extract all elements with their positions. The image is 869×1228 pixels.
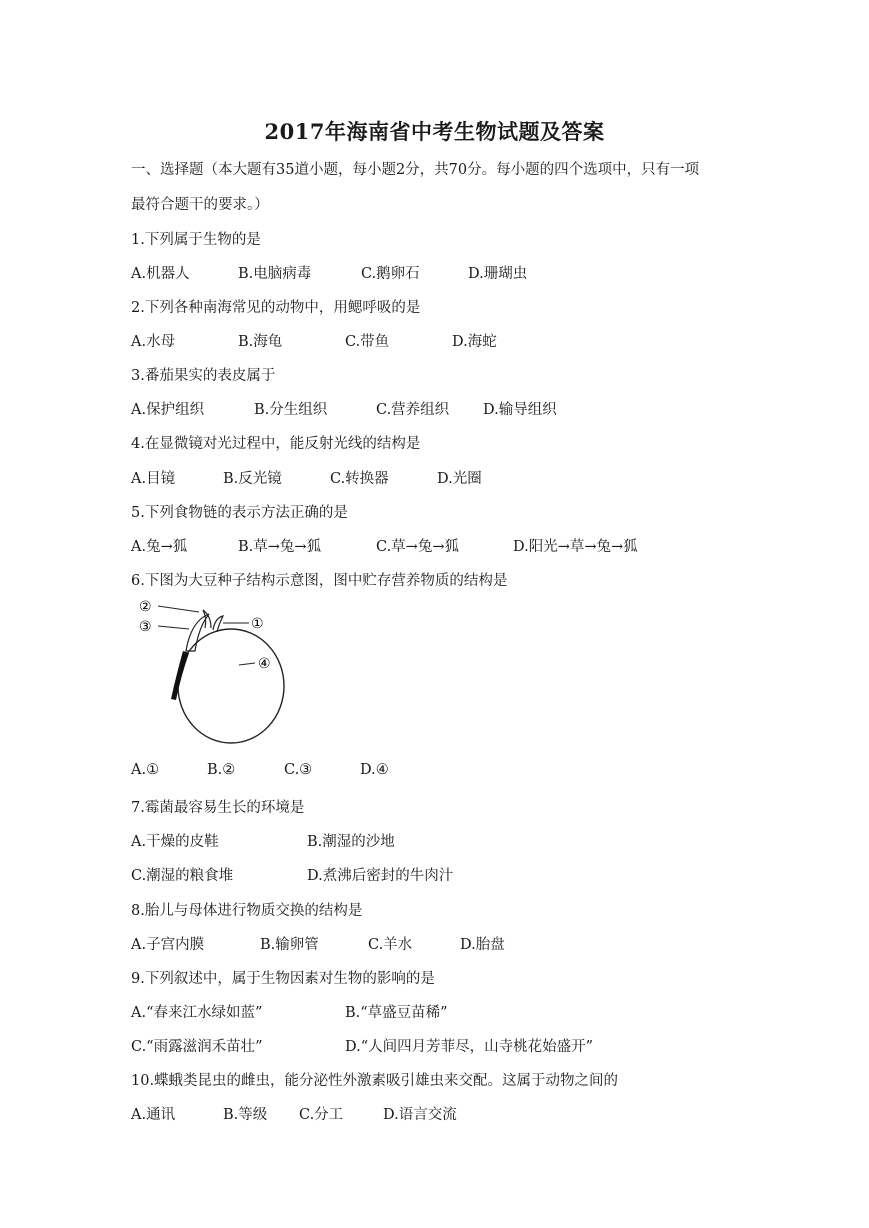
page-title: 2017年海南省中考生物试题及答案 <box>264 119 605 144</box>
question-6-stem: 6.下图为大豆种子结构示意图，图中贮存营养物质的结构是 <box>131 573 508 589</box>
question-6-option-c: C.③ <box>284 762 313 778</box>
question-1-option-a: A.机器人 <box>131 266 190 282</box>
question-10-option-a: A.通讯 <box>131 1107 176 1123</box>
question-10-option-c: C.分工 <box>299 1107 344 1123</box>
question-9-option-d: D.“人间四月芳菲尽，山寺桃花始盛开” <box>345 1039 594 1055</box>
label-1: ① <box>251 616 264 632</box>
question-3-option-c: C.营养组织 <box>376 402 450 418</box>
leader-2 <box>158 606 199 612</box>
leader-3 <box>158 626 189 629</box>
question-9-option-c: C.“雨露滋润禾苗壮” <box>131 1039 263 1055</box>
question-7-option-d: D.煮沸后密封的牛肉汁 <box>307 868 454 884</box>
question-9-stem: 9.下列叙述中，属于生物因素对生物的影响的是 <box>131 971 435 987</box>
question-7-stem: 7.霉菌最容易生长的环境是 <box>131 800 305 816</box>
question-5-option-c: C.草→兔→狐 <box>376 539 459 555</box>
question-3-stem: 3.番茄果实的表皮属于 <box>131 368 276 384</box>
question-1-option-d: D.珊瑚虫 <box>468 266 528 282</box>
question-1-option-c: C.鹅卵石 <box>361 266 420 282</box>
question-6-option-b: B.② <box>207 762 236 778</box>
question-5-stem: 5.下列食物链的表示方法正确的是 <box>131 505 348 521</box>
question-7-option-a: A.干燥的皮鞋 <box>131 834 219 850</box>
question-2-option-b: B.海龟 <box>238 334 283 350</box>
leader-4 <box>239 663 255 665</box>
question-1-option-b: B.电脑病毒 <box>238 266 312 282</box>
question-3-option-d: D.输导组织 <box>483 402 557 418</box>
question-6-option-a: A.① <box>131 762 160 778</box>
question-10-option-b: B.等级 <box>223 1107 268 1123</box>
question-2-stem: 2.下列各种南海常见的动物中，用鳃呼吸的是 <box>131 300 421 316</box>
question-7-option-c: C.潮湿的粮食堆 <box>131 868 234 884</box>
question-6-option-d: D.④ <box>360 762 389 778</box>
question-9-option-b: B.“草盛豆苗稀” <box>345 1005 448 1021</box>
question-10-option-d: D.语言交流 <box>383 1107 457 1123</box>
question-8-stem: 8.胎儿与母体进行物质交换的结构是 <box>131 903 363 919</box>
question-9-option-a: A.“春来江水绿如蓝” <box>131 1005 263 1021</box>
label-2: ② <box>139 599 152 615</box>
plumule-left <box>203 610 211 628</box>
question-8-option-c: C.羊水 <box>368 937 413 953</box>
question-1-stem: 1.下列属于生物的是 <box>131 232 261 248</box>
question-4-option-d: D.光圈 <box>437 471 482 487</box>
question-4-option-a: A.目镜 <box>131 471 176 487</box>
seed-outline <box>178 629 284 743</box>
question-10-stem: 10.蝶蛾类昆虫的雌虫，能分泌性外激素吸引雄虫来交配。这属于动物之间的 <box>131 1073 619 1089</box>
question-8-option-d: D.胎盘 <box>460 937 505 953</box>
label-3: ③ <box>139 619 152 635</box>
question-3-option-b: B.分生组织 <box>254 402 328 418</box>
label-4: ④ <box>258 656 271 672</box>
question-7-option-b: B.潮湿的沙地 <box>307 834 395 850</box>
question-4-option-b: B.反光镜 <box>223 471 282 487</box>
question-5-option-b: B.草→兔→狐 <box>238 539 322 555</box>
radicle-mark <box>171 651 189 700</box>
question-3-option-a: A.保护组织 <box>131 402 205 418</box>
question-5-option-a: A.兔→狐 <box>131 539 188 555</box>
question-8-option-b: B.输卵管 <box>260 937 319 953</box>
question-5-option-d: D.阳光→草→兔→狐 <box>513 539 638 555</box>
section-instructions-line-1: 一、选择题（本大题有35道小题，每小题2分，共70分。每小题的四个选项中，只有一项 <box>131 162 700 178</box>
question-2-option-c: C.带鱼 <box>345 334 390 350</box>
question-2-option-d: D.海蛇 <box>452 334 497 350</box>
question-8-option-a: A.子宫内膜 <box>131 937 205 953</box>
question-4-option-c: C.转换器 <box>330 471 389 487</box>
question-2-option-a: A.水母 <box>131 334 176 350</box>
soybean-seed-diagram <box>131 596 291 746</box>
question-4-stem: 4.在显微镜对光过程中，能反射光线的结构是 <box>131 436 421 452</box>
section-instructions-line-2: 最符合题干的要求。） <box>131 197 269 213</box>
